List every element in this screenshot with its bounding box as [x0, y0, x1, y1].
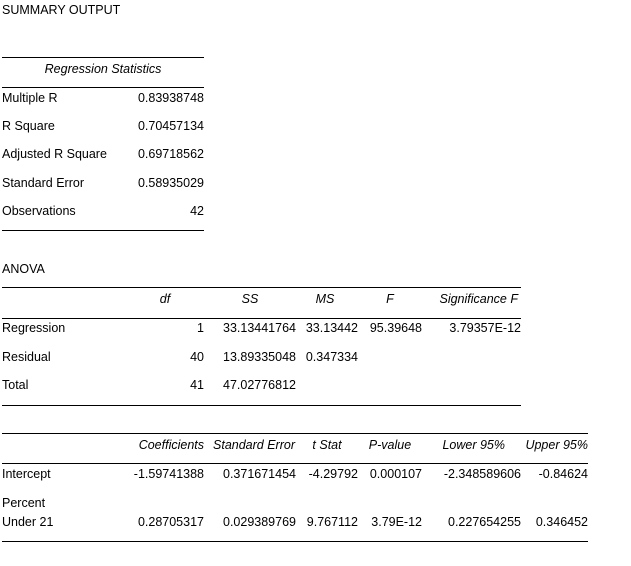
- coef-value: 0.28705317: [137, 515, 204, 529]
- anova-significance-f: 3.79357E-12: [449, 321, 521, 335]
- divider: [2, 405, 521, 406]
- coef-upper-95: 0.346452: [535, 515, 588, 529]
- stat-label: Standard Error: [2, 176, 84, 190]
- coef-header-coefficients: Coefficients: [138, 438, 204, 452]
- stat-value: 0.83938748: [137, 91, 204, 105]
- anova-header-f: F: [386, 292, 394, 306]
- coef-header-upper-95: Upper 95%: [525, 438, 588, 452]
- stat-label: Adjusted R Square: [2, 147, 107, 161]
- anova-header-df: df: [159, 292, 171, 306]
- coef-upper-95: -0.84624: [538, 467, 588, 481]
- stat-value: 0.69718562: [137, 147, 204, 161]
- anova-header-ss: SS: [241, 292, 259, 306]
- divider: [2, 287, 521, 288]
- divider: [2, 57, 204, 58]
- divider: [2, 230, 204, 231]
- stat-label: Observations: [2, 204, 76, 218]
- coef-header-t-stat: t Stat: [312, 438, 342, 452]
- coef-row-label: Intercept: [2, 467, 51, 481]
- coef-row-label-line2: Under 21: [2, 515, 54, 529]
- coef-lower-95: 0.227654255: [448, 515, 521, 529]
- divider: [2, 433, 588, 434]
- divider: [2, 318, 521, 319]
- anova-title: ANOVA: [2, 262, 45, 276]
- stat-label: Multiple R: [2, 91, 58, 105]
- anova-df: 40: [190, 350, 204, 364]
- coef-header-lower-95: Lower 95%: [442, 438, 505, 452]
- coef-row-label: Percent: [2, 496, 46, 510]
- anova-df: 1: [197, 321, 204, 335]
- anova-df: 41: [190, 378, 204, 392]
- anova-header-ms: MS: [315, 292, 335, 306]
- coef-lower-95: -2.348589606: [443, 467, 521, 481]
- stat-value: 0.70457134: [137, 119, 204, 133]
- regression-statistics-header: Regression Statistics: [44, 62, 162, 76]
- coef-p-value: 3.79E-12: [371, 515, 422, 529]
- coef-t-stat: -4.29792: [308, 467, 358, 481]
- page-title: SUMMARY OUTPUT: [2, 3, 121, 17]
- coef-standard-error: 0.029389769: [223, 515, 296, 529]
- coef-p-value: 0.000107: [369, 467, 422, 481]
- anova-ms: 33.13442: [305, 321, 358, 335]
- coef-value: -1.59741388: [133, 467, 204, 481]
- stat-value: 0.58935029: [137, 176, 204, 190]
- anova-ss: 33.13441764: [223, 321, 296, 335]
- anova-row-label: Total: [2, 378, 29, 392]
- anova-ss: 47.02776812: [223, 378, 296, 392]
- coef-header-p-value: P-value: [368, 438, 412, 452]
- anova-row-label: Regression: [2, 321, 66, 335]
- anova-f: 95.39648: [369, 321, 422, 335]
- divider: [2, 541, 588, 542]
- anova-ms: 0.347334: [305, 350, 358, 364]
- anova-row-label: Residual: [2, 350, 51, 364]
- coef-header-standard-error: Standard Error: [213, 438, 295, 452]
- coef-t-stat: 9.767112: [306, 515, 358, 529]
- anova-header-significance-f: Significance F: [439, 292, 518, 306]
- stat-value: 42: [190, 204, 204, 218]
- coef-standard-error: 0.371671454: [223, 467, 296, 481]
- anova-ss: 13.89335048: [223, 350, 296, 364]
- stat-label: R Square: [2, 119, 55, 133]
- divider: [2, 87, 204, 88]
- divider: [2, 463, 588, 464]
